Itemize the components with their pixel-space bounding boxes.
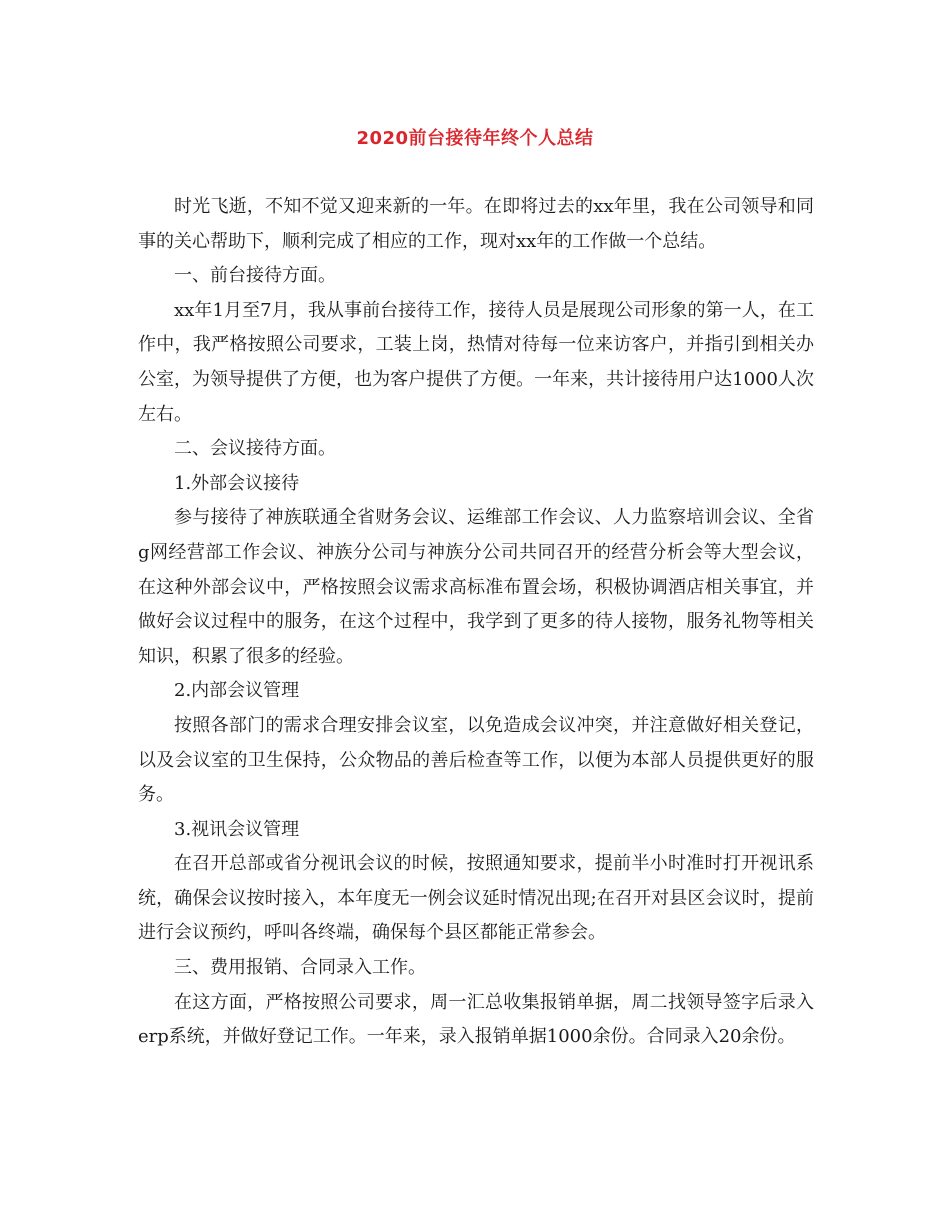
paragraph-reception: xx年1月至7月，我从事前台接待工作，接待人员是展现公司形象的第一人，在工作中，我严格按照公司要求，工装上岗，热情对待每一位来访客户，并指引到相关办公室，为领导提供了方便，也为客户提供了方便。一年来，共计接待用户达1000人次左右。 (138, 299, 814, 425)
section-heading-meetings: 二、会议接待方面。 (174, 438, 336, 460)
paragraph-intro: 时光飞逝，不知不觉又迎来新的一年。在即将过去的xx年里，我在公司领导和同事的关心帮助下，顺利完成了相应的工作，现对xx年的工作做一个总结。 (138, 196, 814, 252)
paragraph-internal-meetings: 按照各部门的需求合理安排会议室，以免造成会议冲突，并注意做好相关登记，以及会议室的卫生保持，公众物品的善后检查等工作，以便为本部人员提供更好的服务。 (138, 714, 814, 806)
document-title: 2020前台接待年终个人总结 (356, 128, 594, 149)
section-heading-expenses: 三、费用报销、合同录入工作。 (174, 957, 426, 979)
subheading-internal-meetings: 2.内部会议管理 (174, 680, 300, 702)
section-heading-reception: 一、前台接待方面。 (174, 265, 336, 287)
document-body (138, 190, 814, 1055)
paragraph-expenses: 在这方面，严格按照公司要求，周一汇总收集报销单据，周二找领导签字后录入erp系统，并做好登记工作。一年来，录入报销单据1000余份。合同录入20余份。 (138, 991, 814, 1048)
subheading-video-meetings: 3.视讯会议管理 (174, 818, 300, 840)
paragraph-external-meetings: 参与接待了神族联通全省财务会议、运维部工作会议、人力监察培训会议、全省g网经营部工作会议、神族分公司与神族分公司共同召开的经营分析会等大型会议，在这种外部会议中，严格按照会议需求高标准布置会场，积极协调酒店相关事宜，并做好会议过程中的服务，在这个过程中，我学到了更多的待人接物，服务礼物等相关知识，积累了很多的经验。 (138, 507, 814, 667)
paragraph-video-meetings: 在召开总部或省分视讯会议的时候，按照通知要求，提前半小时准时打开视讯系统，确保会议按时接入，本年度无一例会议延时情况出现;在召开对县区会议时，提前进行会议预约，呼叫各终端，确保每个县区都能正常参会。 (138, 853, 814, 944)
subheading-external-meetings: 1.外部会议接待 (174, 472, 300, 494)
